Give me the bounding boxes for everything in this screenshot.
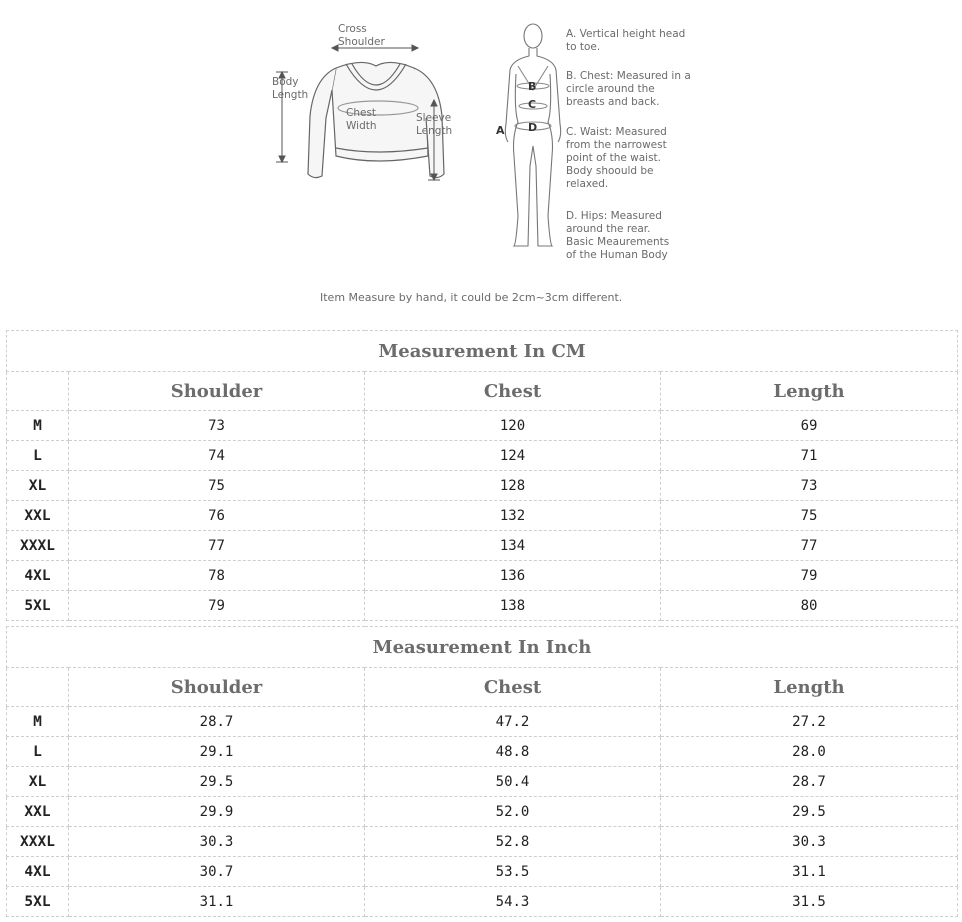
length-cell: 31.5 — [661, 887, 958, 917]
shoulder-cell: 77 — [69, 531, 365, 561]
length-cell: 30.3 — [661, 827, 958, 857]
size-header-empty — [7, 372, 69, 411]
shoulder-cell: 28.7 — [69, 707, 365, 737]
size-cell: L — [7, 441, 69, 471]
table-row — [7, 471, 958, 501]
chest-width-label: Chest Width — [346, 107, 377, 132]
length-cell: 79 — [661, 561, 958, 591]
size-cell: XXXL — [7, 531, 69, 561]
shoulder-cell: 30.7 — [69, 857, 365, 887]
chest-cell: 52.0 — [365, 797, 661, 827]
size-cell: M — [7, 707, 69, 737]
length-cell: 27.2 — [661, 707, 958, 737]
table-row — [7, 441, 958, 471]
shoulder-cell: 73 — [69, 411, 365, 441]
chest-cell: 120 — [365, 411, 661, 441]
cm-table-title: Measurement In CM — [7, 331, 958, 372]
shoulder-cell: 30.3 — [69, 827, 365, 857]
note-c-waist: C. Waist: Measured from the narrowest point of the waist. Body shoould be relaxed. — [566, 126, 667, 190]
note-b-chest: B. Chest: Measured in a circle around the breasts and back. — [566, 70, 691, 108]
length-cell: 75 — [661, 501, 958, 531]
cm-size-table — [6, 330, 958, 621]
table-row — [7, 827, 958, 857]
table-row — [7, 767, 958, 797]
length-cell: 71 — [661, 441, 958, 471]
chest-cell: 128 — [365, 471, 661, 501]
chest-cell: 124 — [365, 441, 661, 471]
shoulder-cell: 78 — [69, 561, 365, 591]
body-letter-d: D — [528, 121, 538, 134]
length-cell: 29.5 — [661, 797, 958, 827]
cm-table-body — [7, 411, 958, 621]
length-cell: 28.0 — [661, 737, 958, 767]
shoulder-cell: 29.5 — [69, 767, 365, 797]
note-a-height: A. Vertical height head to toe. — [566, 28, 686, 53]
shoulder-cell: 75 — [69, 471, 365, 501]
body-letter-b: B — [528, 80, 537, 93]
sleeve-length-label: Sleeve Length — [416, 112, 453, 137]
length-cell: 77 — [661, 531, 958, 561]
length-cell: 31.1 — [661, 857, 958, 887]
table-row — [7, 797, 958, 827]
chest-cell: 54.3 — [365, 887, 661, 917]
table-row — [7, 561, 958, 591]
table-row — [7, 501, 958, 531]
size-cell: XL — [7, 767, 69, 797]
size-cell: 4XL — [7, 857, 69, 887]
cross-shoulder-label: Cross Shoulder — [338, 23, 385, 48]
chest-cell: 50.4 — [365, 767, 661, 797]
length-cell: 73 — [661, 471, 958, 501]
inch-table-title: Measurement In Inch — [7, 627, 958, 668]
human-figure — [505, 24, 560, 246]
chest-cell: 53.5 — [365, 857, 661, 887]
length-header: Length — [661, 668, 958, 707]
chest-header: Chest — [365, 372, 661, 411]
chest-cell: 47.2 — [365, 707, 661, 737]
chest-cell: 48.8 — [365, 737, 661, 767]
size-cell: XXL — [7, 501, 69, 531]
chest-cell: 134 — [365, 531, 661, 561]
note-d-hips: D. Hips: Measured around the rear. Basic Meaurements of the Human Body — [566, 210, 670, 261]
shoulder-header: Shoulder — [69, 668, 365, 707]
size-cell: XXXL — [7, 827, 69, 857]
shoulder-cell: 74 — [69, 441, 365, 471]
chest-header: Chest — [365, 668, 661, 707]
shoulder-cell: 76 — [69, 501, 365, 531]
size-cell: XL — [7, 471, 69, 501]
size-cell: M — [7, 411, 69, 441]
body-letter-a: A — [496, 124, 505, 137]
chest-cell: 136 — [365, 561, 661, 591]
body-letter-c: C — [528, 98, 537, 111]
size-cell: 4XL — [7, 561, 69, 591]
shoulder-cell: 29.9 — [69, 797, 365, 827]
length-cell: 69 — [661, 411, 958, 441]
inch-table-body — [7, 707, 958, 917]
body-length-label: Body Length — [272, 76, 309, 101]
measurement-diagram — [250, 6, 710, 316]
measure-disclaimer: Item Measure by hand, it could be 2cm~3cm different. — [320, 291, 623, 304]
table-row — [7, 707, 958, 737]
size-cell: 5XL — [7, 591, 69, 621]
table-row — [7, 591, 958, 621]
size-header-empty — [7, 668, 69, 707]
shoulder-header: Shoulder — [69, 372, 365, 411]
size-cell: XXL — [7, 797, 69, 827]
shoulder-cell: 79 — [69, 591, 365, 621]
size-cell: 5XL — [7, 887, 69, 917]
inch-size-table — [6, 626, 958, 917]
shoulder-cell: 31.1 — [69, 887, 365, 917]
length-header: Length — [661, 372, 958, 411]
shoulder-cell: 29.1 — [69, 737, 365, 767]
table-row — [7, 857, 958, 887]
table-row — [7, 531, 958, 561]
size-cell: L — [7, 737, 69, 767]
chest-cell: 138 — [365, 591, 661, 621]
table-row — [7, 887, 958, 917]
chest-cell: 132 — [365, 501, 661, 531]
chest-cell: 52.8 — [365, 827, 661, 857]
length-cell: 28.7 — [661, 767, 958, 797]
table-row — [7, 411, 958, 441]
table-row — [7, 737, 958, 767]
length-cell: 80 — [661, 591, 958, 621]
